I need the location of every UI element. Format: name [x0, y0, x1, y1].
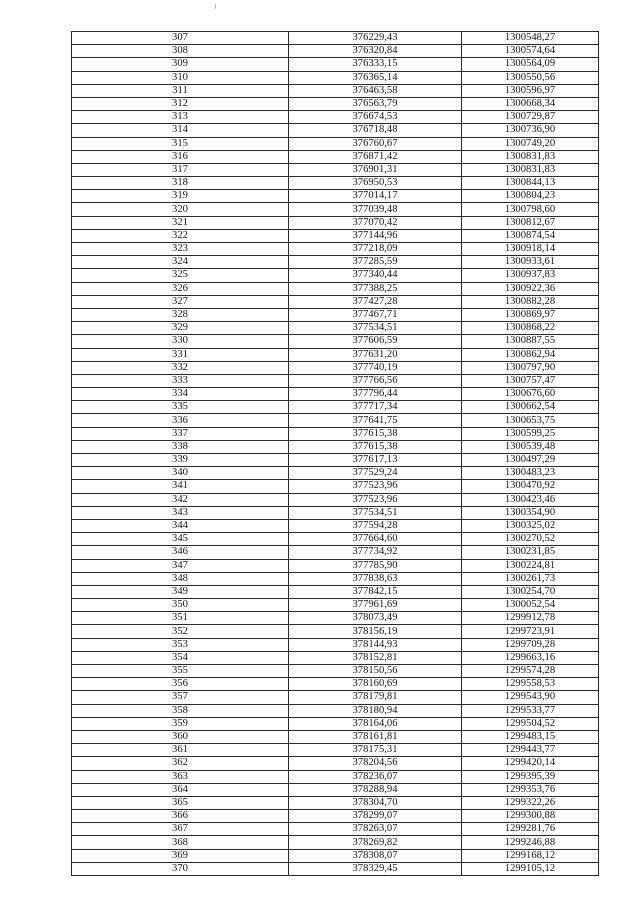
- table-row: [72, 704, 599, 717]
- y-coordinate-cell: 1300564,09: [462, 58, 599, 71]
- point-number-cell: 323: [72, 243, 289, 256]
- y-coordinate-cell: 1299246,88: [462, 836, 599, 849]
- point-number-cell: 351: [72, 612, 289, 625]
- table-row: [72, 388, 599, 401]
- x-coordinate-cell: 377664,60: [289, 533, 462, 546]
- x-coordinate-cell: 376674,53: [289, 111, 462, 124]
- point-number-cell: 350: [72, 599, 289, 612]
- table-row: [72, 480, 599, 493]
- point-number-cell: 316: [72, 150, 289, 163]
- x-coordinate-cell: 378152,81: [289, 651, 462, 664]
- x-coordinate-cell: 377766,56: [289, 374, 462, 387]
- x-coordinate-cell: 377615,38: [289, 427, 462, 440]
- table-row: [72, 243, 599, 256]
- x-coordinate-cell: 377606,59: [289, 335, 462, 348]
- x-coordinate-cell: 377427,28: [289, 295, 462, 308]
- point-number-cell: 365: [72, 796, 289, 809]
- x-coordinate-cell: 376871,42: [289, 150, 462, 163]
- point-number-cell: 310: [72, 71, 289, 84]
- y-coordinate-cell: 1300831,83: [462, 150, 599, 163]
- y-coordinate-cell: 1300862,94: [462, 348, 599, 361]
- table-row: [72, 585, 599, 598]
- x-coordinate-cell: 377961,69: [289, 599, 462, 612]
- point-number-cell: 311: [72, 84, 289, 97]
- x-coordinate-cell: 377534,51: [289, 322, 462, 335]
- x-coordinate-cell: 377039,48: [289, 203, 462, 216]
- x-coordinate-cell: 376563,79: [289, 97, 462, 110]
- table-row: [72, 58, 599, 71]
- point-number-cell: 331: [72, 348, 289, 361]
- coordinates-table-body: [72, 32, 599, 876]
- y-coordinate-cell: 1300831,83: [462, 163, 599, 176]
- table-row: [72, 163, 599, 176]
- x-coordinate-cell: 378204,56: [289, 757, 462, 770]
- x-coordinate-cell: 378269,82: [289, 836, 462, 849]
- x-coordinate-cell: 376718,48: [289, 124, 462, 137]
- point-number-cell: 322: [72, 229, 289, 242]
- point-number-cell: 362: [72, 757, 289, 770]
- point-number-cell: 361: [72, 744, 289, 757]
- x-coordinate-cell: 376333,15: [289, 58, 462, 71]
- point-number-cell: 333: [72, 374, 289, 387]
- x-coordinate-cell: 378156,19: [289, 625, 462, 638]
- x-coordinate-cell: 377285,59: [289, 256, 462, 269]
- x-coordinate-cell: 377838,63: [289, 572, 462, 585]
- x-coordinate-cell: 376463,58: [289, 84, 462, 97]
- x-coordinate-cell: 377785,90: [289, 559, 462, 572]
- table-row: [72, 203, 599, 216]
- y-coordinate-cell: 1300668,34: [462, 97, 599, 110]
- x-coordinate-cell: 378175,31: [289, 744, 462, 757]
- x-coordinate-cell: 377796,44: [289, 388, 462, 401]
- x-coordinate-cell: 376760,67: [289, 137, 462, 150]
- point-number-cell: 360: [72, 730, 289, 743]
- table-row: [72, 849, 599, 862]
- point-number-cell: 369: [72, 849, 289, 862]
- point-number-cell: 313: [72, 111, 289, 124]
- point-number-cell: 330: [72, 335, 289, 348]
- x-coordinate-cell: 377594,28: [289, 519, 462, 532]
- table-row: [72, 190, 599, 203]
- x-coordinate-cell: 378160,69: [289, 678, 462, 691]
- y-coordinate-cell: 1300736,90: [462, 124, 599, 137]
- point-number-cell: 353: [72, 638, 289, 651]
- y-coordinate-cell: 1300812,67: [462, 216, 599, 229]
- table-row: [72, 361, 599, 374]
- point-number-cell: 327: [72, 295, 289, 308]
- table-row: [72, 559, 599, 572]
- point-number-cell: 355: [72, 665, 289, 678]
- y-coordinate-cell: 1299300,88: [462, 810, 599, 823]
- y-coordinate-cell: 1300749,20: [462, 137, 599, 150]
- table-row: [72, 401, 599, 414]
- x-coordinate-cell: 377340,44: [289, 269, 462, 282]
- y-coordinate-cell: 1299709,28: [462, 638, 599, 651]
- point-number-cell: 321: [72, 216, 289, 229]
- point-number-cell: 367: [72, 823, 289, 836]
- x-coordinate-cell: 378308,07: [289, 849, 462, 862]
- point-number-cell: 315: [72, 137, 289, 150]
- y-coordinate-cell: 1299574,28: [462, 665, 599, 678]
- table-row: [72, 599, 599, 612]
- point-number-cell: 366: [72, 810, 289, 823]
- x-coordinate-cell: 378164,06: [289, 717, 462, 730]
- point-number-cell: 342: [72, 493, 289, 506]
- x-coordinate-cell: 378236,07: [289, 770, 462, 783]
- point-number-cell: 358: [72, 704, 289, 717]
- table-row: [72, 124, 599, 137]
- y-coordinate-cell: 1300548,27: [462, 32, 599, 45]
- x-coordinate-cell: 378304,70: [289, 796, 462, 809]
- y-coordinate-cell: 1300757,47: [462, 374, 599, 387]
- table-row: [72, 625, 599, 638]
- x-coordinate-cell: 377617,13: [289, 454, 462, 467]
- table-row: [72, 269, 599, 282]
- y-coordinate-cell: 1300599,25: [462, 427, 599, 440]
- table-row: [72, 32, 599, 45]
- point-number-cell: 314: [72, 124, 289, 137]
- y-coordinate-cell: 1300325,02: [462, 519, 599, 532]
- table-row: [72, 665, 599, 678]
- y-coordinate-cell: 1299723,91: [462, 625, 599, 638]
- table-row: [72, 796, 599, 809]
- x-coordinate-cell: 377014,17: [289, 190, 462, 203]
- table-row: [72, 467, 599, 480]
- table-row: [72, 374, 599, 387]
- y-coordinate-cell: 1299504,52: [462, 717, 599, 730]
- x-coordinate-cell: 377842,15: [289, 585, 462, 598]
- table-row: [72, 84, 599, 97]
- y-coordinate-cell: 1299420,14: [462, 757, 599, 770]
- table-row: [72, 493, 599, 506]
- y-coordinate-cell: 1299105,12: [462, 862, 599, 875]
- table-row: [72, 810, 599, 823]
- table-row: [72, 612, 599, 625]
- y-coordinate-cell: 1300729,87: [462, 111, 599, 124]
- y-coordinate-cell: 1300354,90: [462, 506, 599, 519]
- point-number-cell: 359: [72, 717, 289, 730]
- y-coordinate-cell: 1300224,81: [462, 559, 599, 572]
- table-row: [72, 150, 599, 163]
- table-row: [72, 137, 599, 150]
- y-coordinate-cell: 1300869,97: [462, 308, 599, 321]
- y-coordinate-cell: 1299281,76: [462, 823, 599, 836]
- y-coordinate-cell: 1300574,64: [462, 45, 599, 58]
- x-coordinate-cell: 377523,96: [289, 493, 462, 506]
- point-number-cell: 336: [72, 414, 289, 427]
- x-coordinate-cell: 378329,45: [289, 862, 462, 875]
- table-row: [72, 730, 599, 743]
- point-number-cell: 312: [72, 97, 289, 110]
- x-coordinate-cell: 376901,31: [289, 163, 462, 176]
- point-number-cell: 318: [72, 177, 289, 190]
- x-coordinate-cell: 377641,75: [289, 414, 462, 427]
- table-row: [72, 757, 599, 770]
- x-coordinate-cell: 376365,14: [289, 71, 462, 84]
- point-number-cell: 364: [72, 783, 289, 796]
- table-row: [72, 256, 599, 269]
- y-coordinate-cell: 1300231,85: [462, 546, 599, 559]
- y-coordinate-cell: 1300550,56: [462, 71, 599, 84]
- y-coordinate-cell: 1299558,53: [462, 678, 599, 691]
- table-row: [72, 783, 599, 796]
- point-number-cell: 357: [72, 691, 289, 704]
- x-coordinate-cell: 377740,19: [289, 361, 462, 374]
- table-row: [72, 229, 599, 242]
- y-coordinate-cell: 1300676,60: [462, 388, 599, 401]
- point-number-cell: 328: [72, 308, 289, 321]
- table-row: [72, 440, 599, 453]
- y-coordinate-cell: 1300483,23: [462, 467, 599, 480]
- y-coordinate-cell: 1300653,75: [462, 414, 599, 427]
- point-number-cell: 317: [72, 163, 289, 176]
- x-coordinate-cell: 376950,53: [289, 177, 462, 190]
- y-coordinate-cell: 1300662,54: [462, 401, 599, 414]
- table-row: [72, 308, 599, 321]
- point-number-cell: 329: [72, 322, 289, 335]
- y-coordinate-cell: 1299168,12: [462, 849, 599, 862]
- x-coordinate-cell: 377529,24: [289, 467, 462, 480]
- table-row: [72, 216, 599, 229]
- table-row: [72, 454, 599, 467]
- x-coordinate-cell: 377717,34: [289, 401, 462, 414]
- point-number-cell: 370: [72, 862, 289, 875]
- table-row: [72, 823, 599, 836]
- y-coordinate-cell: 1300933,61: [462, 256, 599, 269]
- x-coordinate-cell: 378144,93: [289, 638, 462, 651]
- table-row: [72, 348, 599, 361]
- y-coordinate-cell: 1300798,60: [462, 203, 599, 216]
- table-row: [72, 717, 599, 730]
- table-row: [72, 295, 599, 308]
- point-number-cell: 352: [72, 625, 289, 638]
- table-row: [72, 335, 599, 348]
- table-row: [72, 427, 599, 440]
- x-coordinate-cell: 376320,84: [289, 45, 462, 58]
- table-row: [72, 282, 599, 295]
- table-row: [72, 97, 599, 110]
- point-number-cell: 325: [72, 269, 289, 282]
- x-coordinate-cell: 377467,71: [289, 308, 462, 321]
- point-number-cell: 354: [72, 651, 289, 664]
- y-coordinate-cell: 1299395,39: [462, 770, 599, 783]
- y-coordinate-cell: 1300922,36: [462, 282, 599, 295]
- table-row: [72, 836, 599, 849]
- x-coordinate-cell: 377534,51: [289, 506, 462, 519]
- table-row: [72, 71, 599, 84]
- table-row: [72, 651, 599, 664]
- y-coordinate-cell: 1300261,73: [462, 572, 599, 585]
- x-coordinate-cell: 377218,09: [289, 243, 462, 256]
- table-row: [72, 506, 599, 519]
- y-coordinate-cell: 1299483,15: [462, 730, 599, 743]
- point-number-cell: 340: [72, 467, 289, 480]
- x-coordinate-cell: 377144,96: [289, 229, 462, 242]
- point-number-cell: 363: [72, 770, 289, 783]
- point-number-cell: 332: [72, 361, 289, 374]
- y-coordinate-cell: 1300887,55: [462, 335, 599, 348]
- table-row: [72, 45, 599, 58]
- table-row: [72, 414, 599, 427]
- table-row: [72, 638, 599, 651]
- x-coordinate-cell: 377631,20: [289, 348, 462, 361]
- y-coordinate-cell: 1300874,54: [462, 229, 599, 242]
- table-row: [72, 111, 599, 124]
- x-coordinate-cell: 377734,92: [289, 546, 462, 559]
- point-number-cell: 308: [72, 45, 289, 58]
- table-row: [72, 862, 599, 875]
- y-coordinate-cell: 1300882,28: [462, 295, 599, 308]
- x-coordinate-cell: 377523,96: [289, 480, 462, 493]
- x-coordinate-cell: 378179,81: [289, 691, 462, 704]
- table-row: [72, 678, 599, 691]
- point-number-cell: 348: [72, 572, 289, 585]
- point-number-cell: 345: [72, 533, 289, 546]
- y-coordinate-cell: 1300052,54: [462, 599, 599, 612]
- y-coordinate-cell: 1300844,13: [462, 177, 599, 190]
- y-coordinate-cell: 1300804,23: [462, 190, 599, 203]
- point-number-cell: 349: [72, 585, 289, 598]
- coordinates-table: [71, 31, 599, 876]
- y-coordinate-cell: 1299443,77: [462, 744, 599, 757]
- x-coordinate-cell: 378263,07: [289, 823, 462, 836]
- x-coordinate-cell: 378073,49: [289, 612, 462, 625]
- x-coordinate-cell: 377070,42: [289, 216, 462, 229]
- y-coordinate-cell: 1300423,46: [462, 493, 599, 506]
- point-number-cell: 335: [72, 401, 289, 414]
- point-number-cell: 344: [72, 519, 289, 532]
- y-coordinate-cell: 1299533,77: [462, 704, 599, 717]
- table-row: [72, 533, 599, 546]
- table-row: [72, 572, 599, 585]
- x-coordinate-cell: 378299,07: [289, 810, 462, 823]
- y-coordinate-cell: 1300797,90: [462, 361, 599, 374]
- table-row: [72, 546, 599, 559]
- point-number-cell: 324: [72, 256, 289, 269]
- x-coordinate-cell: 378180,94: [289, 704, 462, 717]
- y-coordinate-cell: 1300497,29: [462, 454, 599, 467]
- point-number-cell: 339: [72, 454, 289, 467]
- point-number-cell: 307: [72, 32, 289, 45]
- y-coordinate-cell: 1299912,78: [462, 612, 599, 625]
- point-number-cell: 319: [72, 190, 289, 203]
- y-coordinate-cell: 1300918,14: [462, 243, 599, 256]
- table-row: [72, 770, 599, 783]
- point-number-cell: 346: [72, 546, 289, 559]
- table-row: [72, 322, 599, 335]
- table-row: [72, 744, 599, 757]
- point-number-cell: 334: [72, 388, 289, 401]
- table-row: [72, 691, 599, 704]
- point-number-cell: 356: [72, 678, 289, 691]
- y-coordinate-cell: 1300254,70: [462, 585, 599, 598]
- x-coordinate-cell: 377615,38: [289, 440, 462, 453]
- y-coordinate-cell: 1300470,92: [462, 480, 599, 493]
- point-number-cell: 320: [72, 203, 289, 216]
- y-coordinate-cell: 1299322,26: [462, 796, 599, 809]
- x-coordinate-cell: 378161,81: [289, 730, 462, 743]
- y-coordinate-cell: 1300937,83: [462, 269, 599, 282]
- table-row: [72, 519, 599, 532]
- point-number-cell: 326: [72, 282, 289, 295]
- point-number-cell: 343: [72, 506, 289, 519]
- y-coordinate-cell: 1299353,76: [462, 783, 599, 796]
- x-coordinate-cell: 378150,56: [289, 665, 462, 678]
- table-row: [72, 177, 599, 190]
- y-coordinate-cell: 1300270,52: [462, 533, 599, 546]
- y-coordinate-cell: 1300868,22: [462, 322, 599, 335]
- x-coordinate-cell: 376229,43: [289, 32, 462, 45]
- y-coordinate-cell: 1299663,16: [462, 651, 599, 664]
- point-number-cell: 347: [72, 559, 289, 572]
- y-coordinate-cell: 1299543,90: [462, 691, 599, 704]
- y-coordinate-cell: 1300596,97: [462, 84, 599, 97]
- x-coordinate-cell: 378288,94: [289, 783, 462, 796]
- point-number-cell: 337: [72, 427, 289, 440]
- page-mark: [215, 4, 216, 9]
- y-coordinate-cell: 1300539,48: [462, 440, 599, 453]
- point-number-cell: 338: [72, 440, 289, 453]
- x-coordinate-cell: 377388,25: [289, 282, 462, 295]
- point-number-cell: 341: [72, 480, 289, 493]
- point-number-cell: 309: [72, 58, 289, 71]
- point-number-cell: 368: [72, 836, 289, 849]
